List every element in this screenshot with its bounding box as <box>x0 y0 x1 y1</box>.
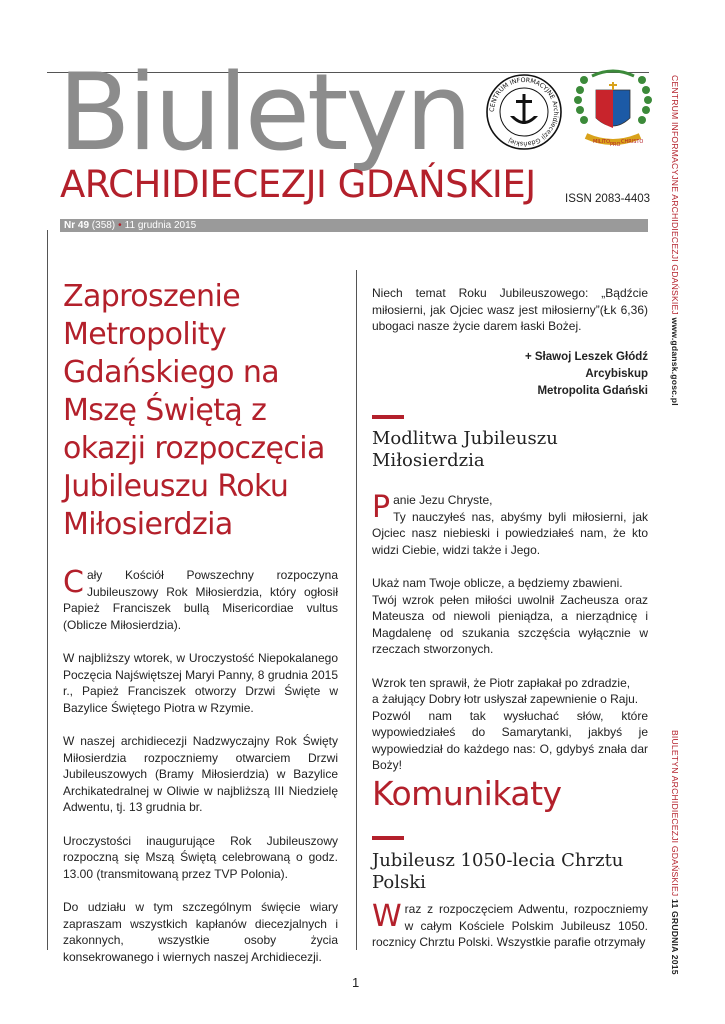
article-paragraph: Uroczystości inaugurujące Rok Jubileuszowy rozpoczną się Mszą Świętą celebrowaną o godz. 13.00 (transmitowaną przez TVP Polonia). <box>63 833 338 881</box>
drop-cap: W <box>372 899 402 934</box>
drop-cap: P <box>372 490 391 525</box>
issue-separator: • <box>118 220 122 231</box>
signature <box>372 349 648 400</box>
masthead-subtitle: ARCHIDIECEZJI GDAŃSKIEJ <box>60 163 536 206</box>
prayer-paragraph: a żałujący Dobry łotr usłyszał zapewnienie o Raju. <box>372 692 639 706</box>
headline-line: Jubileuszu Roku <box>63 469 289 504</box>
svg-text:MILITO: MILITO <box>593 139 611 145</box>
left-column-rule <box>47 230 48 950</box>
prayer-title: Modlitwa Jubileuszu Miłosierdzia <box>372 428 558 471</box>
side-caption-top <box>670 75 680 406</box>
middle-column-rule <box>356 270 357 950</box>
prayer-paragraph: Wzrok ten sprawił, że Piotr zapłakał po zdradzie, <box>372 675 631 690</box>
signature-name: + Sławoj Leszek Głódź <box>524 350 648 363</box>
prayer-paragraph: Twój wzrok pełen miłości uwolnił Zacheusza oraz Mateusza od niewoli pieniądza, a nierządnicę i Magdalenę od szukania szczęścia wyłącznie w rzeczach stworzonych. <box>372 592 648 656</box>
section-title-komunikaty: Komunikaty <box>372 774 562 813</box>
side-bulletin-date: 11 GRUDNIA 2015 <box>670 898 680 975</box>
article-body-left <box>63 567 338 982</box>
article-paragraph: W najbliższy wtorek, w Uroczystość Niepokalanego Poczęcia Najświętszej Maryi Panny, 8 grudnia 2015 r., Papież Franciszek otworzy Drzwi Święte w Bazylice Świętego Piotra w Rzymie. <box>63 651 338 715</box>
prayer-paragraph: Ukaż nam Twoje oblicze, a będziemy zbawieni. <box>372 576 623 590</box>
headline-line: Metropolity <box>63 317 227 352</box>
announcement-text <box>372 901 648 968</box>
issue-serial: (358) <box>91 220 116 231</box>
headline-line: Gdańskiego na <box>63 355 280 390</box>
masthead-title: Biuletyn <box>58 51 470 174</box>
issue-date: 11 grudnia 2015 <box>124 220 197 231</box>
coat-of-arms-logo <box>572 68 654 156</box>
prayer-text <box>372 492 648 791</box>
side-website-link[interactable]: www.gdansk.gosc.pl <box>670 317 680 406</box>
headline-line: Miłosierdzia <box>63 507 233 542</box>
headline-line: okazji rozpoczęcia <box>63 431 325 466</box>
article-paragraph: Cały Kościół Powszechny rozpoczyna Jubileuszowy Rok Miłosierdzia, który ogłosił Papież Franciszek bullą Misericordiae vultus (Oblicze Miłosierdzia). <box>63 565 338 632</box>
signature-role: Arcybiskup <box>585 367 648 380</box>
svg-text:PRO: PRO <box>610 142 621 148</box>
article-headline <box>63 278 348 544</box>
prayer-paragraph: Panie Jezu Chryste, Ty nauczyłeś nas, abyśmy byli miłosierni, jak Ojciec nasz niebieski i powiedziałeś nam, że kto widzi Ciebie, widzi także i Jego. <box>372 490 648 557</box>
information-center-seal-logo <box>484 72 564 152</box>
signature-title: Metropolita Gdański <box>537 384 648 397</box>
announcement-title: Jubileusz 1050-lecia Chrztu Polski <box>372 850 624 893</box>
drop-cap: C <box>63 565 84 600</box>
issue-bar <box>60 219 648 232</box>
article-paragraph: W naszej archidiecezji Nadzwyczajny Rok Święty Miłosierdzia rozpoczniemy otwarciem Drzwi Jubileuszowych (Bramy Miłosierdzia) w Bazylice Archikatedralnej w Oliwie w najbliższą III Niedzielę Adwentu, tj. 13 grudnia br. <box>63 734 338 814</box>
article-paragraph: Niech temat Roku Jubileuszowego: „Bądźcie miłosierni, jak Ojciec wasz jest miłosierny”(Łk 6,36) ubogaci nasze życie darem łaski Bożej. <box>372 286 648 333</box>
article-body-right <box>372 285 648 400</box>
side-bulletin-name: BIULETYN ARCHIDIECEZJI GDAŃSKIEJ <box>670 730 680 897</box>
article-paragraph: Do udziału w tym szczególnym święcie wiary zapraszam wszystkich kapłanów diecezjalnych i zakonnych, wszystkie osoby życia konsekrowanego i wiernych naszej Archidiecezji. <box>63 900 338 964</box>
svg-text:CHRISTO: CHRISTO <box>621 139 644 145</box>
side-center-name: CENTRUM INFORMACYJNE ARCHIDIECEZJI GDAŃSKIEJ <box>670 75 680 315</box>
page-number: 1 <box>352 975 360 990</box>
section-divider <box>372 836 404 840</box>
svg-text:CENTRUM INFORMACYJNE Archidiec: CENTRUM INFORMACYJNE Archidiecezji Gdańskiej <box>488 76 560 148</box>
side-caption-bottom <box>670 730 680 975</box>
headline-line: Mszę Świętą z <box>63 393 267 428</box>
issue-number: Nr 49 <box>64 220 90 231</box>
prayer-paragraph: Pozwól nam tak wysłuchać słów, które wypowiedziałeś do Samarytanki, jakbyś je wypowiedział do każdego nas: O, gdybyś znała dar Boży! <box>372 708 648 772</box>
announcement-paragraph: Wraz z rozpoczęciem Adwentu, rozpoczniemy w całym Kościele Polskim Jubileusz 1050. rocznicy Chrztu Polski. Wszystkie parafie otrzymały <box>372 899 648 949</box>
issn: ISSN 2083-4403 <box>565 193 651 205</box>
section-divider <box>372 415 404 419</box>
headline-line: Zaproszenie <box>63 279 241 314</box>
